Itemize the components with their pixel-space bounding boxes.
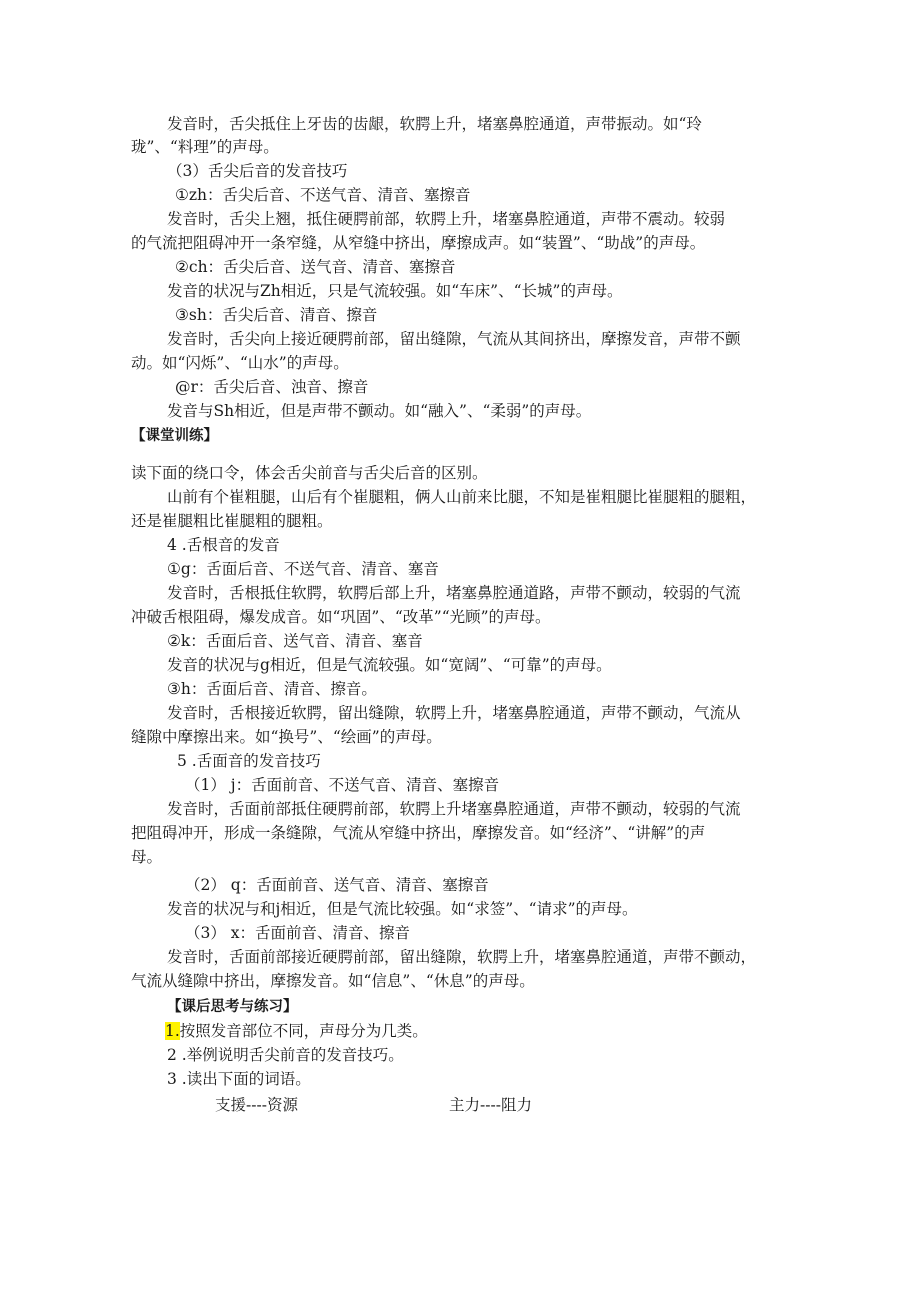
text-line: 冲破舌根阻碍，爆发成音。如“巩固”、“改革”“光顾”的声母。 <box>131 608 551 626</box>
section-heading: 【课堂训练】 <box>131 428 218 444</box>
list-item: （3） x：舌面前音、清音、擦音 <box>185 924 411 942</box>
text-line: 还是崔腿粗比崔腿粗的腿粗。 <box>131 512 333 530</box>
exercise-item-1 <box>165 1020 428 1042</box>
text-line: 发音时，舌根接近软腭，留出缝隙，软腭上升，堵塞鼻腔通道，声带不颤动，气流从 <box>167 704 741 722</box>
list-item: ③sh：舌尖后音、清音、擦音 <box>175 306 378 324</box>
text-line: 发音与Sh相近，但是声带不颤动。如“融入”、“柔弱”的声母。 <box>167 402 592 420</box>
text-line: 发音时，舌尖抵住上牙齿的齿龈，软腭上升，堵塞鼻腔通道，声带振动。如“玲 <box>167 115 702 133</box>
text-line: 动。如“闪烁”、“山水”的声母。 <box>131 354 349 372</box>
list-item: ③h：舌面后音、清音、擦音。 <box>167 680 377 698</box>
exercise-text: 按照发音部位不同，声母分为几类。 <box>179 1022 428 1040</box>
text-line: 读下面的绕口令，体会舌尖前音与舌尖后音的区别。 <box>131 464 488 482</box>
text-line: 发音时，舌面前部抵住硬腭前部，软腭上升堵塞鼻腔通道，声带不颤动，较弱的气流 <box>167 800 741 818</box>
text-line: 缝隙中摩擦出来。如“换号”、“绘画”的声母。 <box>131 728 442 746</box>
list-item: ①zh：舌尖后音、不送气音、清音、塞擦音 <box>175 186 471 204</box>
list-item: （1） j：舌面前音、不送气音、清音、塞擦音 <box>185 776 500 794</box>
text-line: 珑”、“料理”的声母。 <box>131 138 279 156</box>
exercise-item-2: 2 .举例说明舌尖前音的发音技巧。 <box>167 1046 404 1064</box>
word-pair-right: 主力----阻力 <box>449 1096 532 1114</box>
list-item: @r：舌尖后音、浊音、擦音 <box>175 378 369 396</box>
word-pair-left: 支援----资源 <box>215 1096 298 1114</box>
text-line: 发音时，舌根抵住软腭，软腭后部上升，堵塞鼻腔通道路，声带不颤动，较弱的气流 <box>167 584 741 602</box>
text-line: 的气流把阻碍冲开一条窄缝，从窄缝中挤出，摩擦成声。如“装置”、“助战”的声母。 <box>131 234 706 252</box>
section-heading: 【课后思考与练习】 <box>167 999 298 1015</box>
text-line: 发音的状况与和j相近，但是气流比较强。如“求签”、“请求”的声母。 <box>167 900 638 918</box>
section-heading: 4 .舌根音的发音 <box>167 536 280 554</box>
text-line: 发音时，舌尖上翘，抵住硬腭前部，软腭上升，堵塞鼻腔通道，声带不震动。较弱 <box>167 210 726 228</box>
section-heading: （3）舌尖后音的发音技巧 <box>167 162 348 180</box>
text-line: 发音的状况与g相近，但是气流较强。如“宽阔”、“可靠”的声母。 <box>167 656 612 674</box>
text-line: 把阻碍冲开，形成一条缝隙，气流从窄缝中挤出，摩擦发音。如“经济”、“讲解”的声 <box>131 824 706 842</box>
text-line: 发音时，舌面前部接近硬腭前部，留出缝隙，软腭上升，堵塞鼻腔通道，声带不颤动， <box>167 948 757 966</box>
text-line: 母。 <box>131 848 163 866</box>
section-heading: 5 .舌面音的发音技巧 <box>177 752 321 770</box>
text-line: 山前有个崔粗腿，山后有个崔腿粗，俩人山前来比腿，不知是崔粗腿比崔腿粗的腿粗， <box>167 488 757 506</box>
list-item: ②ch：舌尖后音、送气音、清音、塞擦音 <box>175 258 456 276</box>
exercise-item-3: 3 .读出下面的词语。 <box>167 1070 311 1088</box>
text-line: 发音的状况与Zh相近，只是气流较强。如“车床”、“长城”的声母。 <box>167 282 623 300</box>
list-item: ①g：舌面后音、不送气音、清音、塞音 <box>167 560 439 578</box>
list-item: （2） q：舌面前音、送气音、清音、塞擦音 <box>185 876 489 894</box>
list-item: ②k：舌面后音、送气音、清音、塞音 <box>167 632 423 650</box>
highlighted-number: 1. <box>165 1022 180 1040</box>
text-line: 发音时，舌尖向上接近硬腭前部，留出缝隙，气流从其间挤出，摩擦发音，声带不颤 <box>167 330 741 348</box>
text-line: 气流从缝隙中挤出，摩擦发音。如“信息”、“休息”的声母。 <box>131 972 535 990</box>
